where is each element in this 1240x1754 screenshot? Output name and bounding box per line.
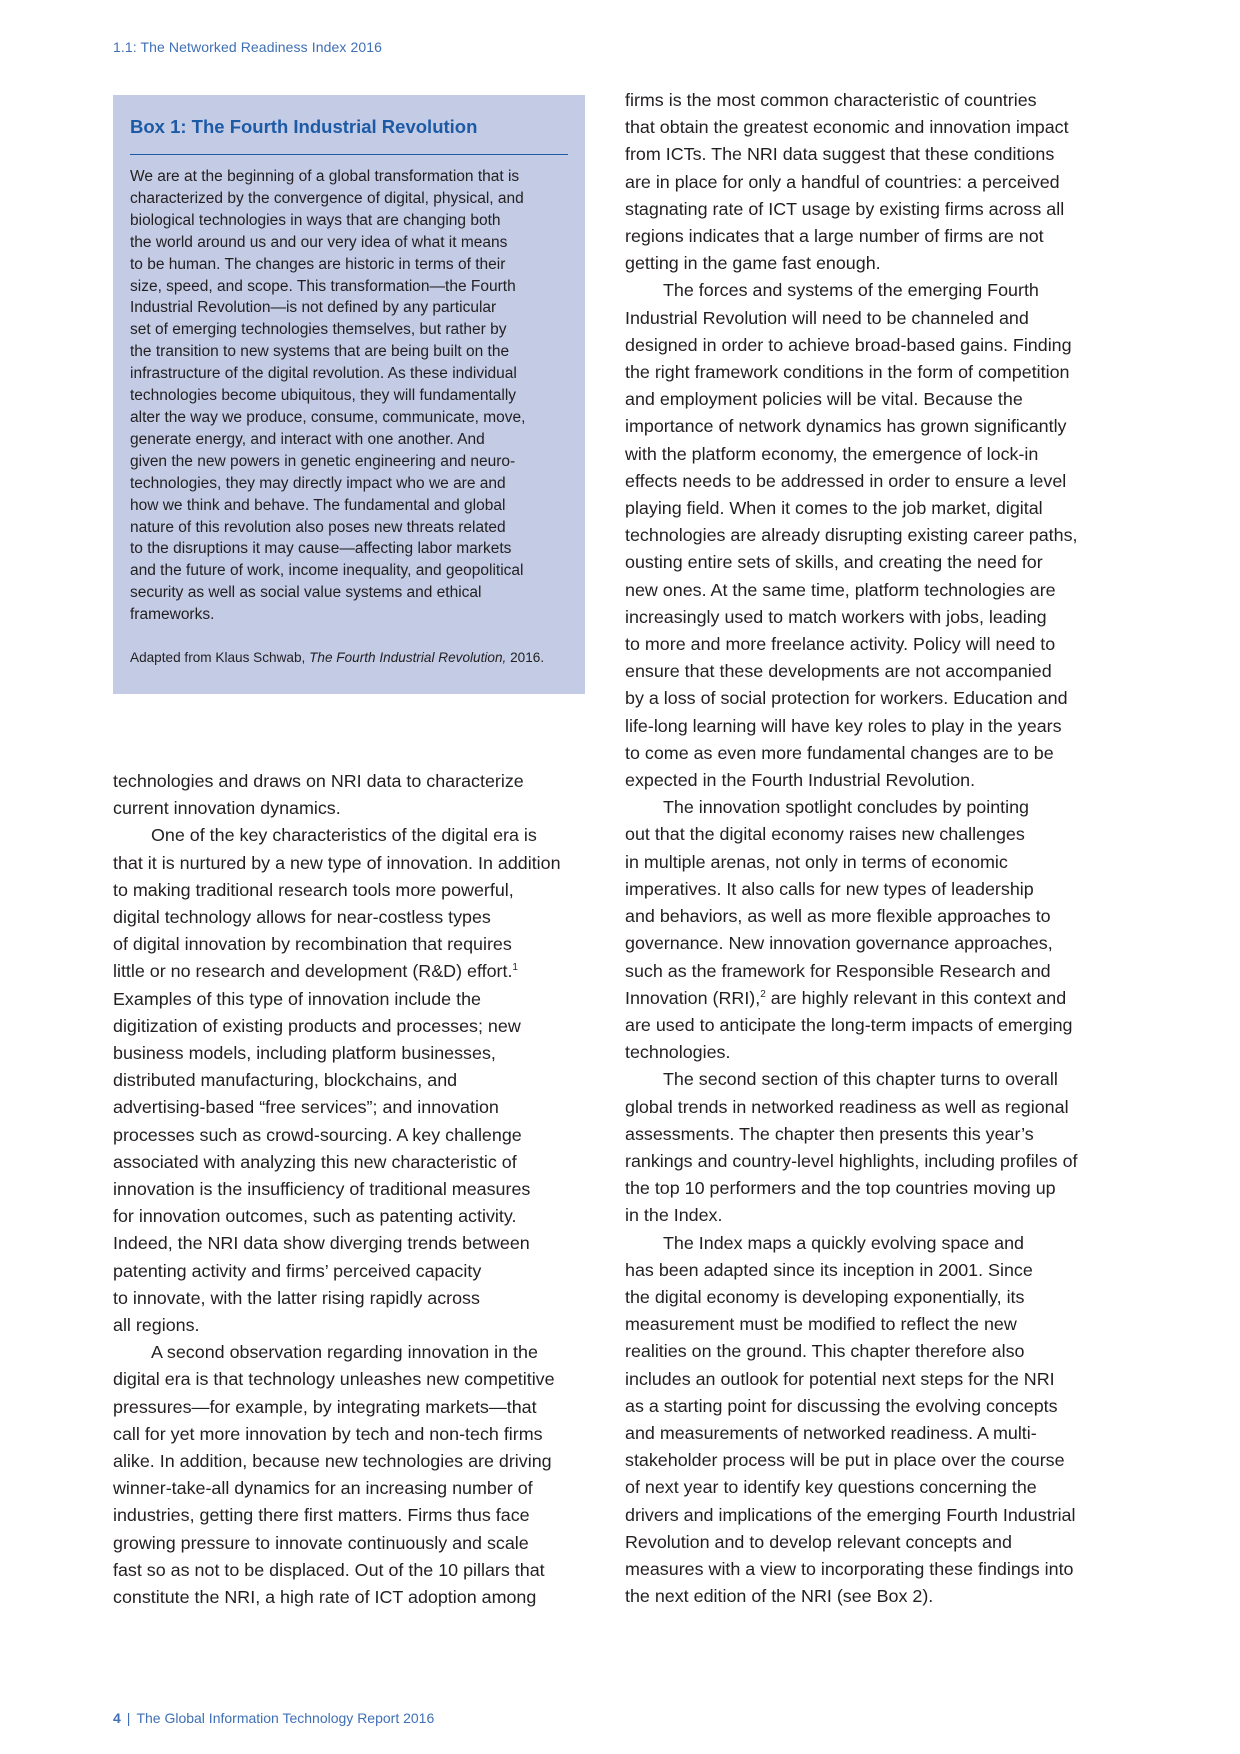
paragraph: A second observation regarding innovation in the digital era is that technology unleashes new competitive pressures—for example, by integrating markets—that call for yet more innovation by tech and non-tech firms alike. In addition, because new technologies are driving winner-take-all dynamics for an increasing number of industries, getting there first matters. Firms thus face growing pressure to innovate continuously and scale fast so as not to be displaced. Out of the 10 pillars that constitute the NRI, a high rate of ICT adoption among bbox=[113, 1342, 555, 1608]
paragraph-text: Examples of this type of innovation include the digitization of existing products and processes; new business models, including platform businesses, distributed manufacturing, blockchains, and advertising-based “free services”; and innovation processes such as crowd-sourcing. A key challenge associated with analyzing this new characteristic of innovation is the insufficiency of traditional measures for innovation outcomes, such as patenting activity. Indeed, the NRI data show diverging trends between patenting activity and firms’ perceived capacity to innovate, with the latter rising rapidly across all regions. bbox=[113, 988, 531, 1336]
box-credit bbox=[130, 648, 568, 668]
paragraph bbox=[113, 822, 593, 1339]
paragraph: The forces and systems of the emerging Fourth Industrial Revolution will need to be channeled and designed in order to achieve broad-based gains. Finding the right framework conditions in the form of competition and employment policies will be vital. Because the importance of network dynamics has grown significantly with the platform economy, the emergence of lock-in effects needs to be addressed in order to ensure a level playing field. When it comes to the job market, digital technologies are already disrupting existing career paths, ousting entire sets of skills, and creating the need for new ones. At the same time, platform technologies are increasingly used to match workers with jobs, leading to more and more freelance activity. Policy will need to ensure that these developments are not accompanied by a loss of social protection for workers. Education and life-long learning will have key roles to play in the years to come as even more fundamental changes are to be expected in the Fourth Industrial Revolution. bbox=[625, 280, 1078, 791]
paragraph-text: The innovation spotlight concludes by pointing out that the digital economy raises new challenges in multiple arenas, not only in terms of economic imperatives. It also calls for new types of leadership and behaviors, as well as more flexible approaches to governance. New innovation governance approaches, such as the framework for Responsible Research and Innovation (RRI), bbox=[625, 797, 1053, 1008]
footnote-ref: 2 bbox=[760, 988, 766, 1000]
footer-separator: | bbox=[126, 1710, 131, 1726]
box-fourth-industrial-revolution bbox=[113, 95, 585, 694]
left-column-text bbox=[113, 768, 593, 1611]
box-title: Box 1: The Fourth Industrial Revolution bbox=[130, 116, 478, 137]
paragraph-text: are highly relevant in this context and bbox=[765, 987, 1067, 1008]
paragraph-text: are used to anticipate the long-term impacts of emerging technologies. bbox=[625, 1014, 1073, 1063]
footnote-ref: 1 bbox=[512, 962, 518, 974]
page-number: 4 bbox=[113, 1710, 121, 1726]
box-paragraph: We are at the beginning of a global transformation that is characterized by the convergence of digital, physical, and biological technologies in ways that are changing both the world around us and our very idea of what it means to be human. The changes are historic in terms of their size, speed, and scope. This transformation—the Fourth Industrial Revolution—is not defined by any particular set of emerging technologies themselves, but rather by the transition to new systems that are being built on the infrastructure of the digital revolution. As these individual technologies become ubiquitous, they will fundamentally alter the way we produce, consume, communicate, move, generate energy, and interact with one another. And given the new powers in genetic engineering and neuro- technologies, they may directly impact who we are and how we think and behave. The fundamental and global nature of this revolution also poses new threats related to the disruptions it may cause—affecting labor markets and the future of work, income inequality, and geopolitical security as well as social value systems and ethical frameworks. bbox=[130, 168, 526, 624]
box-credit-prefix: Adapted from Klaus Schwab, bbox=[130, 650, 310, 666]
paragraph bbox=[625, 794, 1105, 1066]
paragraph: firms is the most common characteristic of countries that obtain the greatest economic and innovation impact from ICTs. The NRI data suggest that these conditions are in place for only a handful of countries: a perceived stagnating rate of ICT usage by existing firms across all regions indicates that a large number of firms are not getting in the game fast enough. bbox=[625, 90, 1069, 274]
paragraph: The Index maps a quickly evolving space and has been adapted since its inception in 2001. Since the digital economy is developing exponentially, its measurement must be modified to reflect the new realities on the ground. This chapter therefore also includes an outlook for potential next steps for the NRI as a starting point for discussing the evolving concepts and measurements of networked readiness. A multi- stakeholder process will be put in place over the course of next year to identify key questions concerning the drivers and implications of the emerging Fourth Industrial Revolution and to develop relevant concepts and measures with a view to incorporating these findings into the next edition of the NRI (see Box 2). bbox=[625, 1232, 1076, 1607]
page-footer bbox=[113, 1710, 434, 1726]
paragraph: The second section of this chapter turns to overall global trends in networked readiness as well as regional assessments. The chapter then presents this year’s rankings and country-level highlights, including profiles of the top 10 performers and the top countries moving up in the Index. bbox=[625, 1069, 1078, 1226]
box-divider bbox=[130, 154, 568, 155]
paragraph-text: One of the key characteristics of the digital era is that it is nurtured by a new type of innovation. In addition to making traditional research tools more powerful, digital technology allows for near-costless types of digital innovation by recombination that requires little or no research and development (R&D) effort. bbox=[113, 825, 561, 982]
box-body bbox=[130, 166, 568, 626]
box-credit-book-title: The Fourth Industrial Revolution, bbox=[309, 650, 507, 666]
publication-title: The Global Information Technology Report 2016 bbox=[136, 1710, 435, 1726]
paragraph: technologies and draws on NRI data to characterize current innovation dynamics. bbox=[113, 771, 524, 819]
box-credit-suffix: 2016. bbox=[506, 650, 545, 666]
right-column-text bbox=[625, 87, 1105, 1610]
running-header: 1.1: The Networked Readiness Index 2016 bbox=[113, 39, 383, 55]
